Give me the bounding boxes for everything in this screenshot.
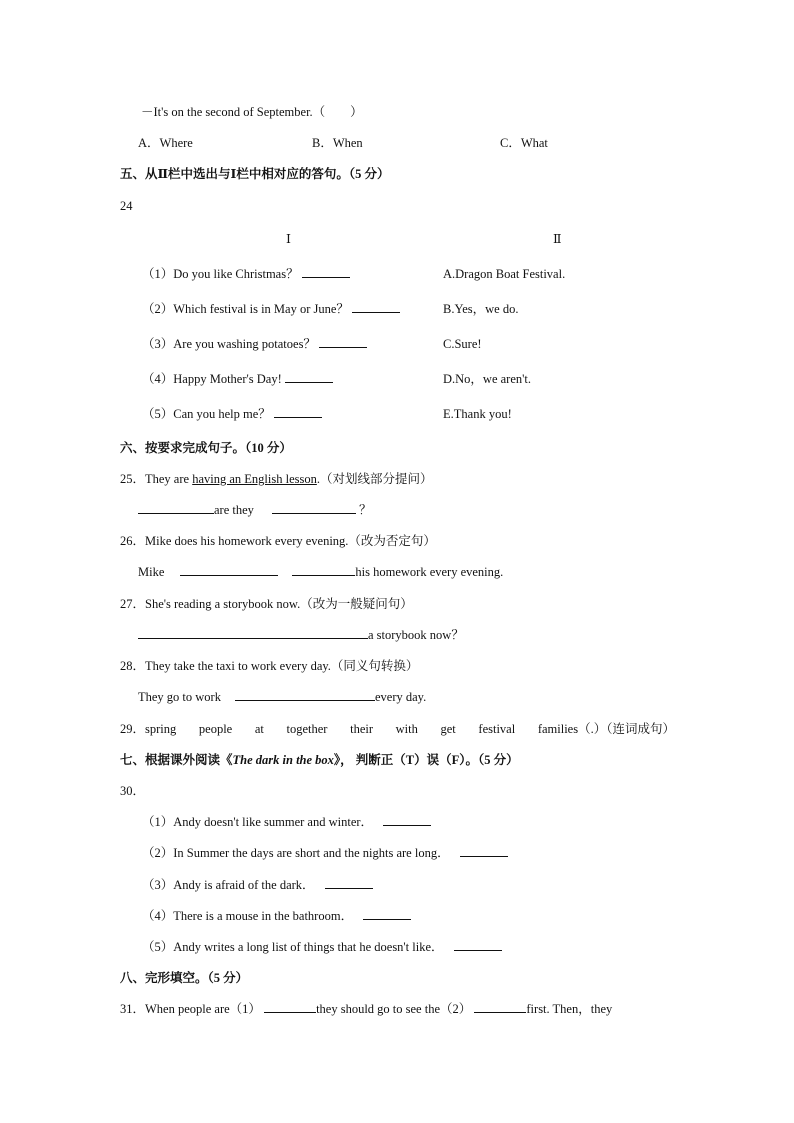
answer-line-25: are they ？: [138, 502, 372, 518]
match-answer-e: E.Thank you!: [443, 407, 512, 421]
question-28: 28．They take the taxi to work every day.（同义句转换）: [120, 659, 419, 673]
question-prompt: －It's on the second of September.（ ）: [141, 105, 363, 119]
tf-item-2: （2）In Summer the days are short and the nights are long．: [142, 845, 508, 861]
match-question-2: （2）Which festival is in May or June？: [142, 301, 400, 317]
question-31: 31．When people are（1） they should go to see the（2） first. Then，they: [120, 1002, 613, 1016]
match-question-5: （5）Can you help me？: [142, 406, 322, 422]
section-5-title: 五、从Ⅱ栏中选出与Ⅰ栏中相对应的答句。（5 分）: [120, 167, 390, 181]
question-26: 26．Mike does his homework every evening.（改为否定句）: [120, 534, 436, 548]
column-1-header: Ⅰ: [286, 232, 291, 246]
match-question-1: （1）Do you like Christmas？: [142, 266, 350, 282]
section-7-title: 七、根据课外阅读《The dark in the box》， 判断正（T）误（F）。（5 分）: [120, 753, 519, 767]
answer-line-27: a storybook now？: [138, 627, 464, 643]
section-8-title: 八、完形填空。（5 分）: [120, 971, 249, 985]
column-2-header: Ⅱ: [553, 232, 562, 246]
question-29: 29． spring people at together their with get festival families（.）（连词成句）: [120, 722, 675, 736]
option-a: A．Where: [138, 136, 193, 150]
match-answer-c: C.Sure!: [443, 337, 482, 351]
option-b: B．When: [312, 136, 363, 150]
tf-item-1: （1）Andy doesn't like summer and winter．: [142, 814, 431, 830]
answer-line-28: They go to work every day.: [138, 690, 427, 704]
underlined-phrase: having an English lesson: [192, 472, 317, 486]
question-number-30: 30．: [120, 784, 146, 798]
tf-item-5: （5）Andy writes a long list of things that he doesn't like．: [142, 939, 502, 955]
answer-line-26: Mike his homework every evening.: [138, 565, 504, 579]
scrambled-words: spring people at together their with get festival families（.）（连词成句）: [145, 722, 675, 736]
section-6-title: 六、按要求完成句子。（10 分）: [120, 441, 292, 455]
tf-item-4: （4）There is a mouse in the bathroom．: [142, 908, 411, 924]
question-number-24: 24: [120, 199, 133, 213]
match-answer-b: B.Yes，we do.: [443, 302, 519, 316]
option-c: C．What: [500, 136, 548, 150]
match-answer-a: A.Dragon Boat Festival.: [443, 267, 566, 281]
match-question-3: （3）Are you washing potatoes？: [142, 336, 367, 352]
match-question-4: （4）Happy Mother's Day!: [142, 371, 333, 387]
match-answer-d: D.No，we aren't.: [443, 372, 531, 386]
question-25: 25．They are having an English lesson.（对划线部分提问）: [120, 472, 433, 486]
question-27: 27．She's reading a storybook now.（改为一般疑问句）: [120, 597, 413, 611]
tf-item-3: （3）Andy is afraid of the dark．: [142, 877, 373, 893]
